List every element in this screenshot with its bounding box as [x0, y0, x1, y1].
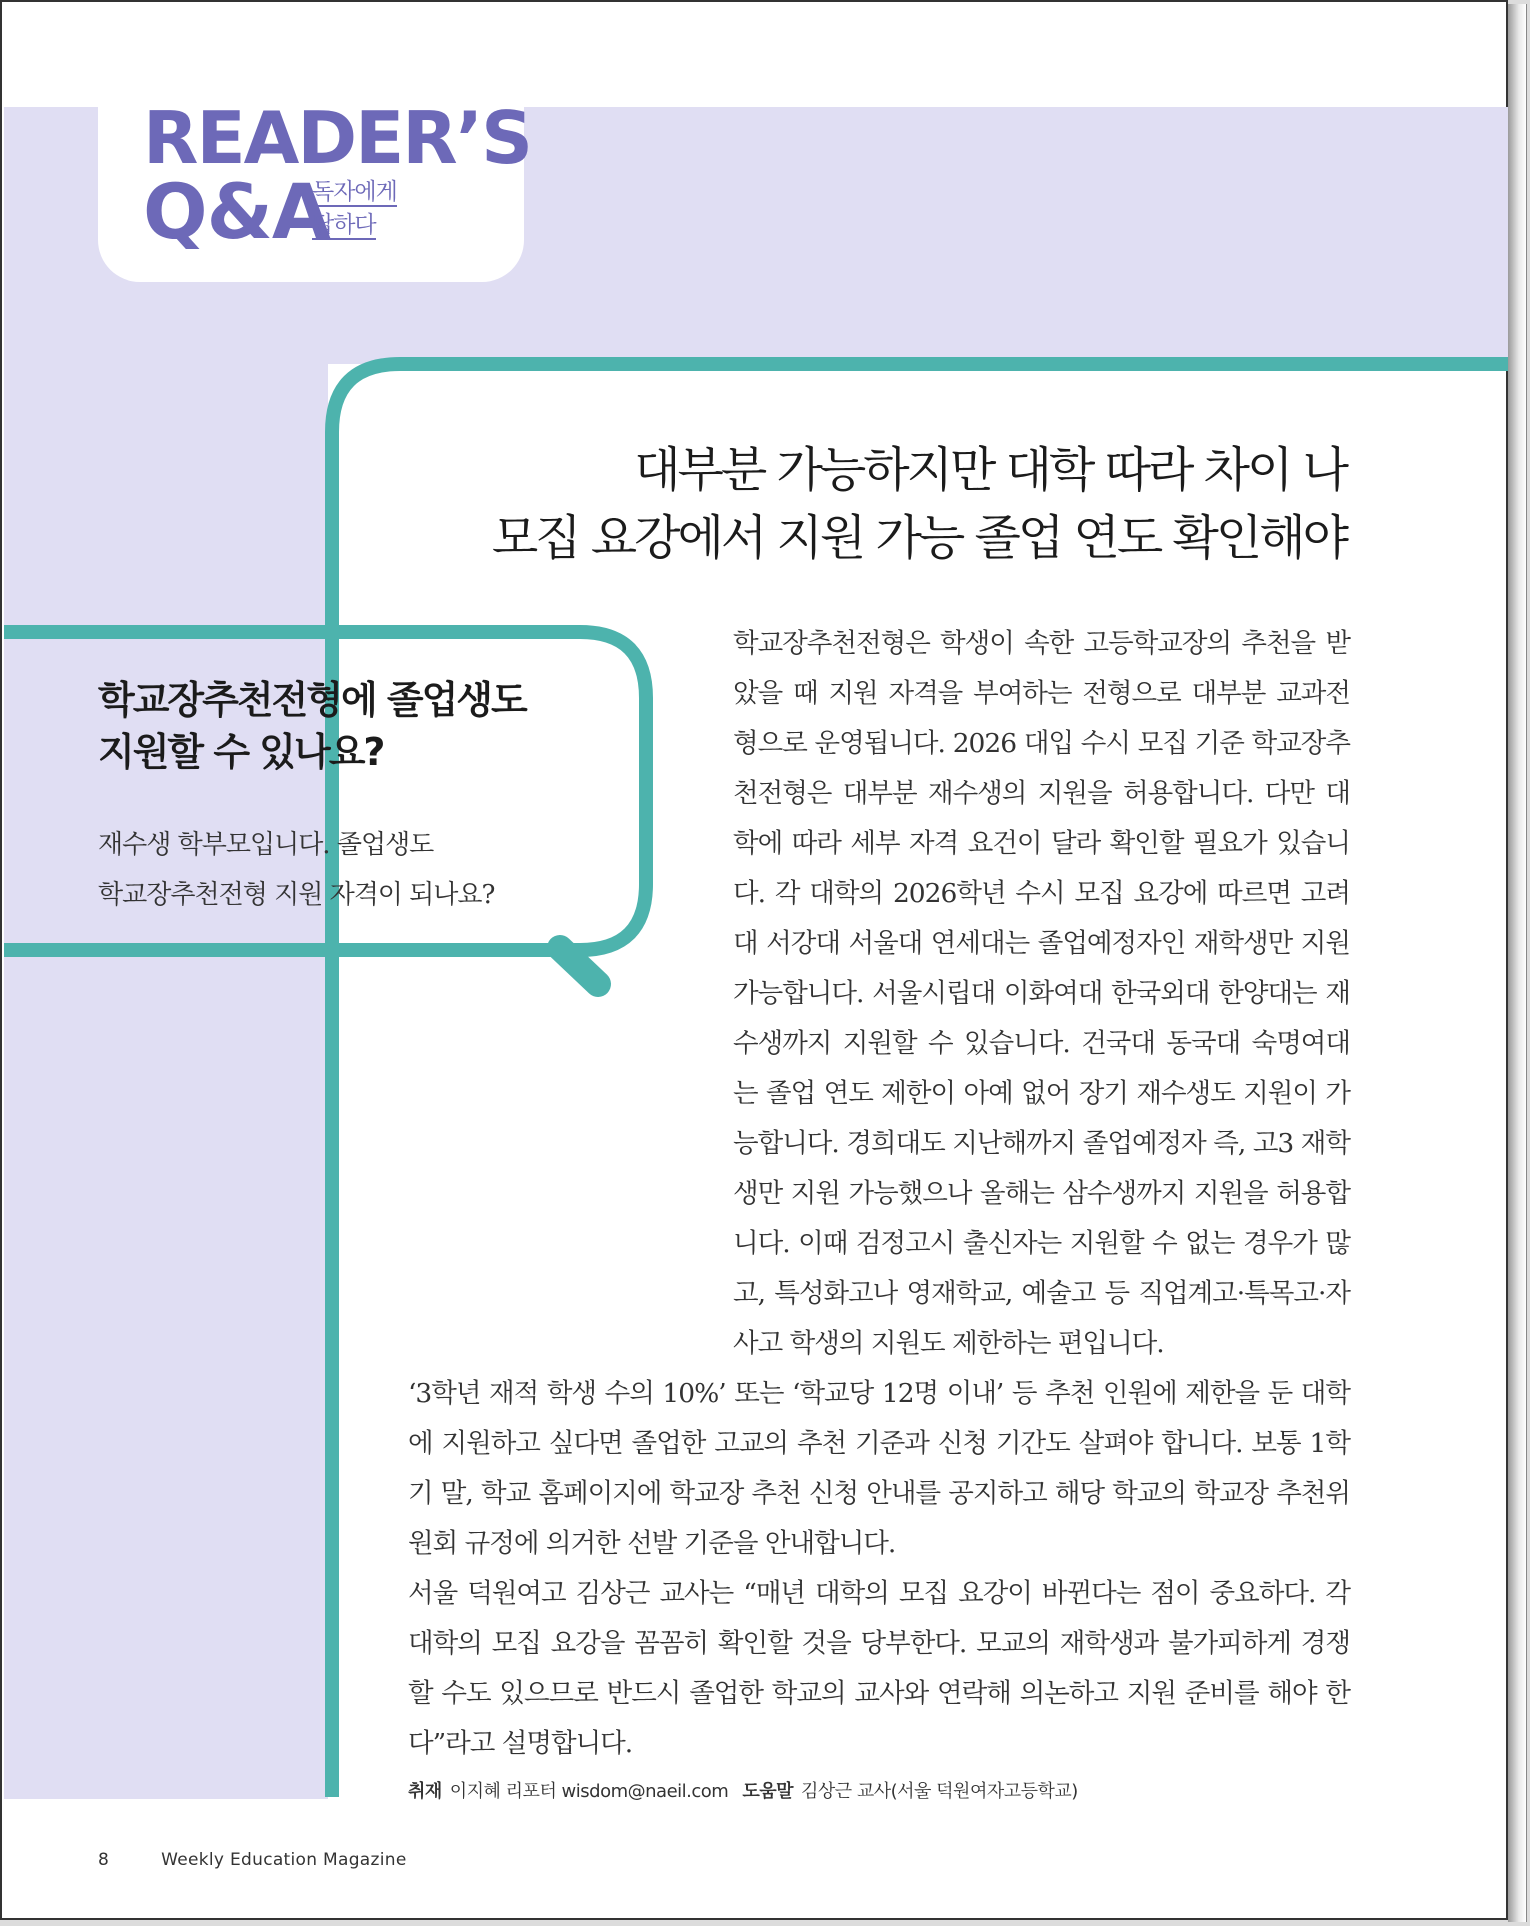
section-title: READER’S — [143, 96, 531, 180]
page-edge — [1508, 4, 1527, 1922]
headline-line1: 대부분 가능하지만 대학 따라 차이 나 — [634, 442, 1346, 498]
reporter-text: 이지혜 리포터 wisdom@naeil.com — [449, 1781, 729, 1802]
answer-body — [408, 619, 1350, 1769]
answer-paragraph-1: 학교장추천전형은 학생이 속한 고등학교장의 추천을 받았을 때 지원 자격을 부여하는 전형으로 대부분 교과전형으로 운영됩니다. 2026 대입 수시 모집 기준 학교장추천전형은 대부분 재수생의 지원을 허용합니다. 다만 대학에 따라 세부 자격 요건이 달라 확인할 필요가 있습니다. 각 대학의 2026학년 수시 모집 요강에 따르면 고려대 서강대 서울대 연세대는 졸업예정자인 재학생만 지원 가능합니다. 서울시립대 이화여대 한국외대 한양대는 재수생까지 지원할 수 있습니다. 건국대 동국대 숙명여대는 졸업 연도 제한이 아예 없어 장기 재수생도 지원이 가능합니다. 경희대도 지난해까지 졸업예정자 즉, 고3 재학생만 지원 가능했으나 올해는 삼수생까지 지원을 허용합니다. 이때 검정고시 출신자는 지원할 수 없는 경우가 많고, 특성화고나 영재학교, 예술고 등 직업계고·특목고·자사고 학생의 지원도 제한하는 편입니다. — [733, 628, 1350, 1359]
section-title-qa: Q&A — [143, 167, 330, 256]
article-headline — [492, 436, 1346, 572]
section-subtitle-line1: 독자에게 — [312, 179, 397, 207]
question-title-line1: 학교장추천전형에 졸업생도 — [98, 678, 526, 722]
helper-label: 도움말 — [742, 1781, 793, 1802]
headline-line2: 모집 요강에서 지원 가능 졸업 연도 확인해야 — [491, 510, 1346, 566]
question-detail-line1: 재수생 학부모입니다. 졸업생도 — [98, 830, 434, 860]
answer-paragraph-2: ‘3학년 재적 학생 수의 10%’ 또는 ‘학교당 12명 이내’ 등 추천 인원에 제한을 둔 대학에 지원하고 싶다면 졸업한 고교의 추천 기준과 신청 기간도 살펴야 합니다. 보통 1학기 말, 학교 홈페이지에 학교장 추천 신청 안내를 공지하고 해당 학교의 학교장 추천위원회 규정에 의거한 선발 기준을 안내합니다. — [408, 1378, 1350, 1559]
page-number: 8 — [98, 1850, 110, 1870]
section-subtitle-line2: 답하다 — [312, 212, 376, 240]
reporter-label: 취재 — [408, 1781, 442, 1802]
question-detail-line2: 학교장추천전형 지원 자격이 되나요? — [98, 880, 495, 910]
question-title-line2: 지원할 수 있나요? — [98, 730, 384, 774]
page-footer — [98, 1850, 407, 1870]
answer-paragraph-3: 서울 덕원여고 김상근 교사는 “매년 대학의 모집 요강이 바뀐다는 점이 중요하다. 각 대학의 모집 요강을 꼼꼼히 확인할 것을 당부한다. 모교의 재학생과 불가피하게 경쟁할 수도 있으므로 반드시 졸업한 학교의 교사와 연락해 의논하고 지원 준비를 해야 한다”라고 설명합니다. — [408, 1578, 1350, 1759]
magazine-name: Weekly Education Magazine — [161, 1850, 407, 1870]
helper-text: 김상근 교사(서울 덕원여자고등학교) — [800, 1781, 1078, 1802]
article-credits — [408, 1777, 1078, 1803]
